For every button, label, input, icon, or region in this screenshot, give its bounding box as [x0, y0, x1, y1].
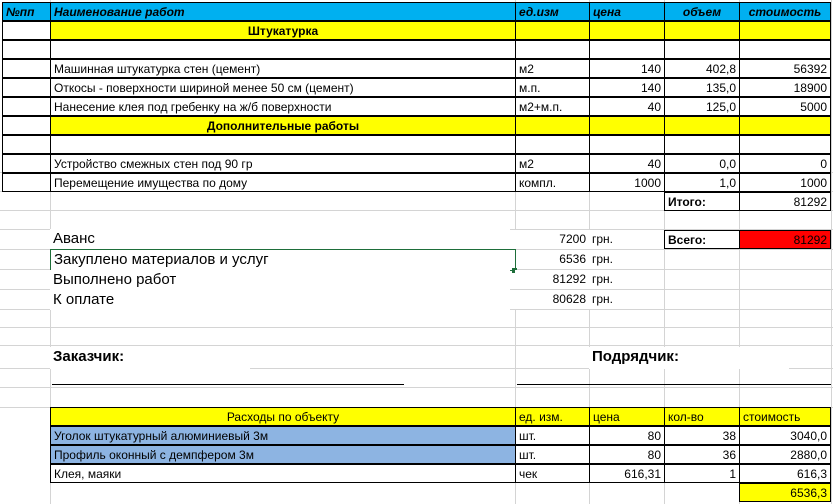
table-cell[interactable]: [515, 135, 590, 154]
table-cell[interactable]: [589, 135, 665, 154]
total-label: Итого:: [664, 192, 740, 211]
expenses-header-price[interactable]: цена: [589, 407, 665, 426]
header-unit[interactable]: ед.изм: [515, 2, 590, 21]
work-name-cell[interactable]: Устройство смежных стен под 90 гр: [50, 154, 516, 173]
header-cost[interactable]: стоимость: [739, 2, 831, 21]
summary-label-materials[interactable]: Закуплено материалов и услуг: [50, 249, 516, 271]
unit-cell[interactable]: м2: [515, 154, 590, 173]
price-cell[interactable]: 40: [589, 154, 665, 173]
unit-cell[interactable]: м2: [515, 59, 590, 78]
summary-value-to-pay[interactable]: 80628: [515, 290, 589, 309]
price-cell[interactable]: 1000: [589, 173, 665, 192]
price-cell[interactable]: 140: [589, 78, 665, 97]
unit-cell[interactable]: м.п.: [515, 78, 590, 97]
expenses-header-cost[interactable]: стоимость: [739, 407, 831, 426]
work-name-cell[interactable]: Нанесение клея под гребенку на ж/б поверхности: [50, 97, 516, 116]
header-work-name[interactable]: Наименование работ: [50, 2, 516, 21]
table-cell[interactable]: [515, 21, 590, 40]
contractor-label: Подрядчик:: [589, 347, 789, 369]
expense-price-cell[interactable]: 80: [589, 445, 665, 464]
expense-price-cell[interactable]: 80: [589, 426, 665, 445]
expense-qty-cell[interactable]: 1: [664, 464, 740, 483]
customer-label: Заказчик:: [50, 347, 250, 369]
expenses-total[interactable]: 6536,3: [739, 483, 831, 502]
expenses-header-unit[interactable]: ед. изм.: [515, 407, 590, 426]
cost-cell[interactable]: 18900: [739, 78, 831, 97]
grand-total-value[interactable]: 81292: [739, 230, 831, 249]
contractor-signature-line: [517, 384, 831, 385]
expense-unit-cell[interactable]: чек: [515, 464, 590, 483]
volume-cell[interactable]: 1,0: [664, 173, 740, 192]
work-name-cell[interactable]: Перемещение имущества по дому: [50, 173, 516, 192]
expenses-header-name[interactable]: Расходы по объекту: [50, 407, 516, 426]
table-cell[interactable]: [2, 21, 51, 40]
cost-cell[interactable]: 5000: [739, 97, 831, 116]
unit-cell[interactable]: компл.: [515, 173, 590, 192]
summary-currency: грн.: [589, 290, 649, 309]
header-price[interactable]: цена: [589, 2, 665, 21]
table-cell[interactable]: [739, 116, 831, 135]
table-cell[interactable]: [2, 40, 51, 59]
summary-label-advance[interactable]: Аванс: [50, 229, 510, 249]
section-title-plaster[interactable]: Штукатурка: [50, 21, 516, 40]
cost-cell[interactable]: 0: [739, 154, 831, 173]
cost-cell[interactable]: 1000: [739, 173, 831, 192]
grand-total-label: Всего:: [664, 230, 740, 249]
table-cell[interactable]: [589, 116, 665, 135]
expense-price-cell[interactable]: 616,31: [589, 464, 665, 483]
expense-qty-cell[interactable]: 38: [664, 426, 740, 445]
expense-name-cell[interactable]: Клея, маяки: [50, 464, 516, 483]
expense-qty-cell[interactable]: 36: [664, 445, 740, 464]
summary-value-materials[interactable]: 6536: [517, 250, 589, 269]
header-volume[interactable]: объем: [664, 2, 740, 21]
expense-cost-cell[interactable]: 616,3: [739, 464, 831, 483]
summary-label-to-pay[interactable]: К оплате: [50, 290, 510, 310]
summary-value-completed[interactable]: 81292: [515, 270, 589, 289]
unit-cell[interactable]: м2+м.п.: [515, 97, 590, 116]
table-cell[interactable]: [2, 116, 51, 135]
table-cell[interactable]: [739, 21, 831, 40]
cost-cell[interactable]: 56392: [739, 59, 831, 78]
table-cell[interactable]: [515, 40, 590, 59]
expense-name-cell[interactable]: Уголок штукатурный алюминиевый 3м: [50, 426, 516, 445]
total-value[interactable]: 81292: [739, 192, 831, 211]
volume-cell[interactable]: 135,0: [664, 78, 740, 97]
work-name-cell[interactable]: Машинная штукатурка стен (цемент): [50, 59, 516, 78]
table-cell[interactable]: [2, 173, 51, 192]
table-cell[interactable]: [50, 135, 516, 154]
summary-label-completed[interactable]: Выполнено работ: [50, 270, 510, 290]
table-cell[interactable]: [664, 40, 740, 59]
volume-cell[interactable]: 125,0: [664, 97, 740, 116]
table-cell[interactable]: [739, 135, 831, 154]
table-cell[interactable]: [2, 97, 51, 116]
table-cell[interactable]: [2, 78, 51, 97]
summary-value-advance[interactable]: 7200: [515, 230, 589, 249]
expense-cost-cell[interactable]: 2880,0: [739, 445, 831, 464]
table-cell[interactable]: [2, 154, 51, 173]
price-cell[interactable]: 40: [589, 97, 665, 116]
table-cell[interactable]: [2, 59, 51, 78]
summary-currency: грн.: [589, 230, 649, 249]
section-title-additional[interactable]: Дополнительные работы: [50, 116, 516, 135]
customer-signature-line: [52, 384, 404, 385]
expense-unit-cell[interactable]: шт.: [515, 426, 590, 445]
table-cell[interactable]: [664, 116, 740, 135]
table-cell[interactable]: [515, 116, 590, 135]
volume-cell[interactable]: 0,0: [664, 154, 740, 173]
price-cell[interactable]: 140: [589, 59, 665, 78]
table-cell[interactable]: [589, 40, 665, 59]
summary-currency: грн.: [589, 270, 649, 289]
table-cell[interactable]: [589, 21, 665, 40]
table-cell[interactable]: [739, 40, 831, 59]
expense-unit-cell[interactable]: шт.: [515, 445, 590, 464]
table-cell[interactable]: [664, 21, 740, 40]
table-cell[interactable]: [50, 40, 516, 59]
expense-cost-cell[interactable]: 3040,0: [739, 426, 831, 445]
table-cell[interactable]: [2, 135, 51, 154]
expenses-header-qty[interactable]: кол-во: [664, 407, 740, 426]
work-name-cell[interactable]: Откосы - поверхности шириной менее 50 см (цемент): [50, 78, 516, 97]
table-cell[interactable]: [664, 135, 740, 154]
volume-cell[interactable]: 402,8: [664, 59, 740, 78]
expense-name-cell[interactable]: Профиль оконный с демпфером 3м: [50, 445, 516, 464]
header-num[interactable]: №пп: [2, 2, 51, 21]
summary-currency: грн.: [589, 250, 649, 269]
